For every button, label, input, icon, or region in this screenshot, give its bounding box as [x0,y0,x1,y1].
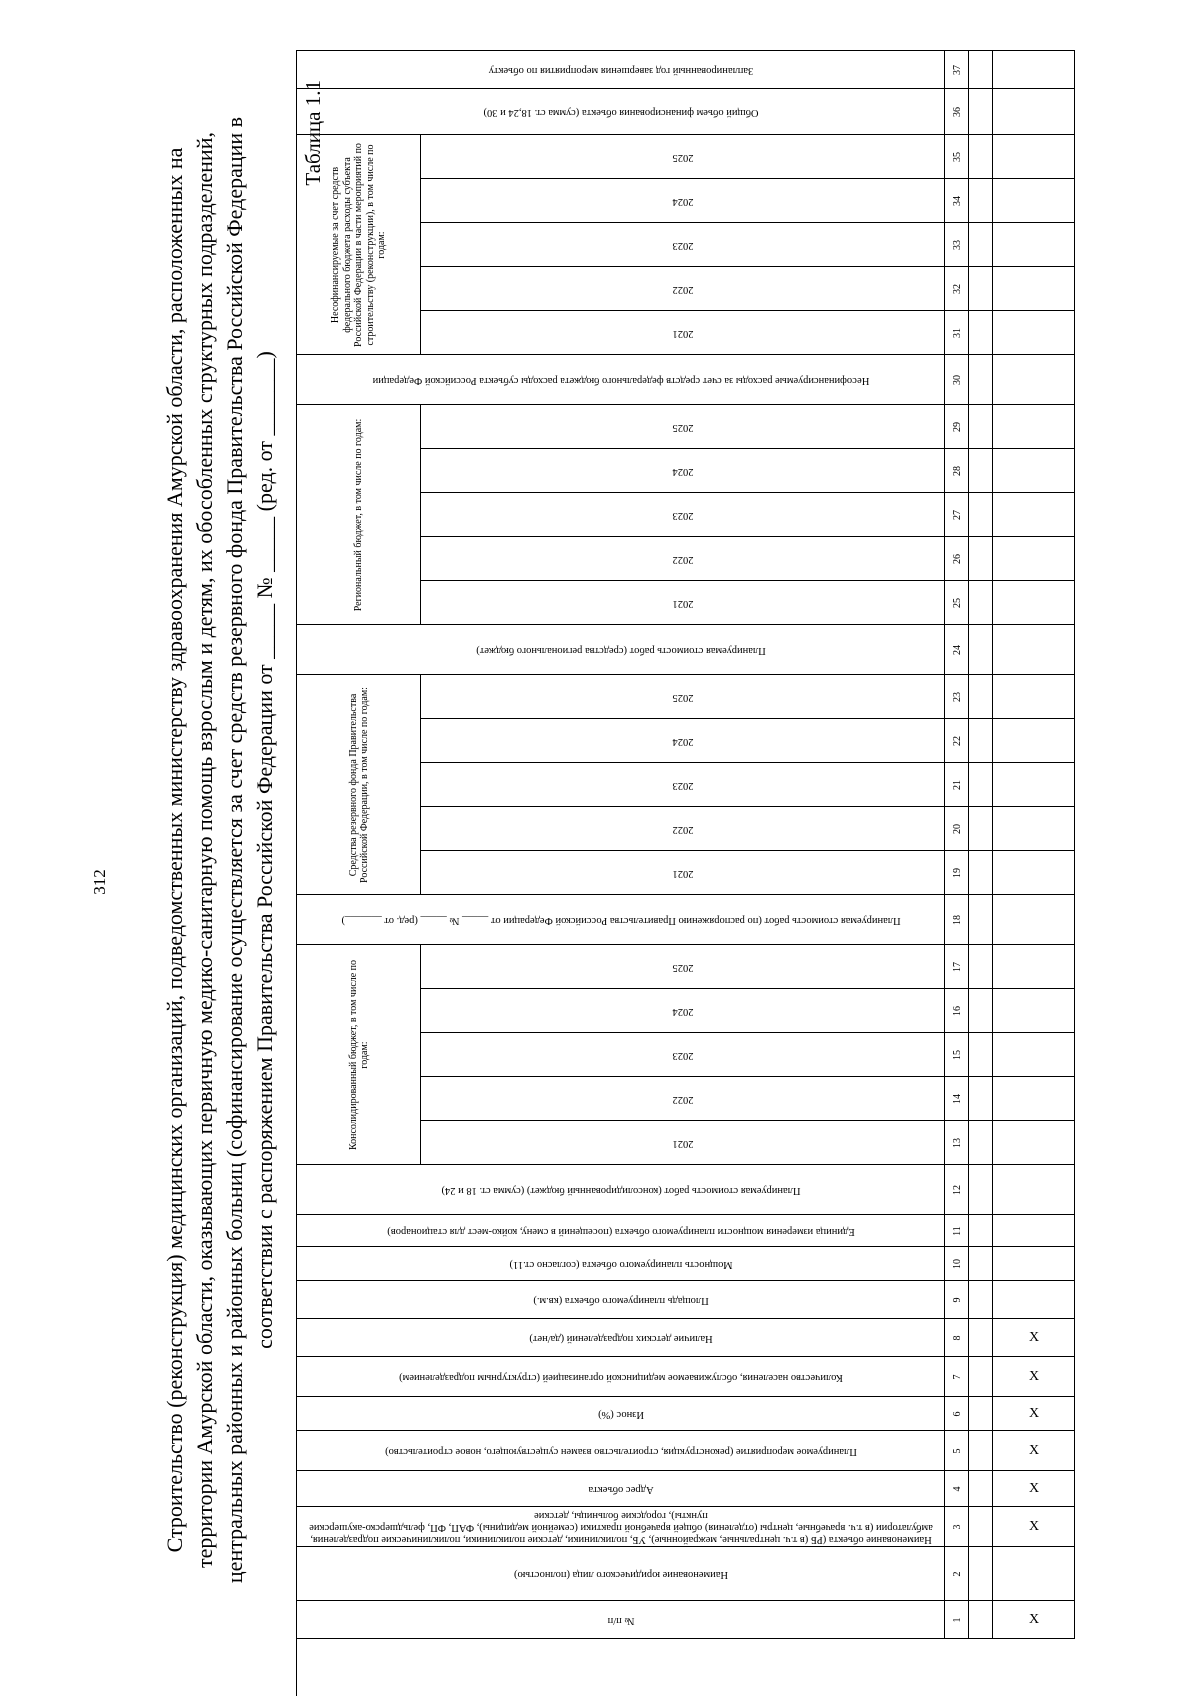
data-cell [969,1471,993,1507]
column-number-cell [945,89,969,135]
data-cell [993,851,1075,895]
data-cell [993,537,1075,581]
column-header-label: № п/п [607,1615,635,1627]
column-number-cell [945,719,969,763]
column-number: 2 [951,1571,963,1577]
data-cell [969,223,993,267]
year-label: 2022 [672,554,694,566]
table-column-1 [297,1601,1075,1639]
data-cell [993,1215,1075,1247]
column-header-label: Площадь планируемого объекта (кв.м.) [533,1295,709,1307]
column-number: 10 [951,1259,963,1269]
column-number-cell [945,135,969,179]
table-column-11 [297,1215,1075,1247]
table-column-24 [297,625,1075,675]
column-number-cell [945,537,969,581]
year-label: 2023 [672,510,694,522]
year-cell [421,807,945,851]
x-mark: Х [1028,1443,1040,1458]
x-mark: Х [1028,1406,1040,1421]
table-column-5 [297,1431,1075,1471]
column-number: 8 [951,1335,963,1341]
header-cell [297,1215,945,1247]
column-header-label: Планируемая стоимость работ (консолидированный бюджет) (сумма ст. 18 и 24) [441,1185,801,1197]
column-number-cell [945,807,969,851]
year-label: 2024 [672,196,694,208]
header-cell [297,1601,945,1639]
table-column-12 [297,1165,1075,1215]
column-number-cell [945,1357,969,1397]
column-header-label: Планируемое мероприятие (реконструкция, строительство взамен существующего, новое строительство) [385,1446,857,1458]
data-cell [993,311,1075,355]
column-number-cell [945,1247,969,1281]
year-label: 2021 [672,598,694,610]
year-cell [421,1121,945,1165]
column-header-label: Несофинансируемые расходы за счет средств федерального бюджета расходы субъекта Российской Федерации [372,375,870,387]
year-cell [421,267,945,311]
table-caption: Таблица 1.1 [301,80,325,186]
table-column-9 [297,1281,1075,1319]
column-header-label: Износ (%) [598,1409,644,1421]
data-cell [969,719,993,763]
year-label: 2025 [672,962,694,974]
column-number-cell [945,51,969,89]
column-number-cell [945,493,969,537]
data-cell [993,675,1075,719]
title-line-2: территории Амурской области, оказывающих первичную медико-санитарную помощь взрослым и детям, их обособленных структурных подразделений, [192,132,217,1568]
data-cell [993,1033,1075,1077]
data-cell [969,405,993,449]
column-number: 15 [951,1050,963,1060]
group-header-cell [297,135,421,355]
column-number: 12 [951,1185,963,1195]
data-cell [969,179,993,223]
data-cell [969,1247,993,1281]
data-cell [993,223,1075,267]
data-cell [993,355,1075,405]
year-cell [421,449,945,493]
year-label: 2022 [672,824,694,836]
column-number-cell [945,1397,969,1431]
data-cell [993,449,1075,493]
data-cell [969,51,993,89]
column-number: 5 [951,1448,963,1454]
report-table [296,50,1075,1696]
data-cell [993,1165,1075,1215]
data-cell [969,1077,993,1121]
x-mark: Х [1028,1330,1040,1345]
x-mark: Х [1028,1612,1040,1627]
data-cell [969,1165,993,1215]
data-cell [993,1319,1075,1357]
year-cell [421,537,945,581]
column-number: 22 [951,736,963,746]
table-column-7 [297,1357,1075,1397]
column-number: 30 [951,375,963,385]
header-cell [297,1281,945,1319]
column-number: 7 [951,1374,963,1380]
column-number: 19 [951,868,963,878]
data-cell [993,1547,1075,1601]
column-number: 35 [951,152,963,162]
x-mark: Х [1028,1519,1040,1534]
data-cell [993,581,1075,625]
table-column-30 [297,355,1075,405]
year-cell [421,135,945,179]
column-number-cell [945,989,969,1033]
column-number: 33 [951,240,963,250]
table-column-4 [297,1471,1075,1507]
column-header-label: Мощность планируемого объекта (согласно ст.11) [509,1259,733,1271]
header-cell [297,625,945,675]
column-number-cell [945,1471,969,1507]
data-cell [993,135,1075,179]
data-cell [969,1357,993,1397]
data-cell [993,1121,1075,1165]
data-cell [993,1601,1075,1639]
column-header-label: Наименование юридического лица (полностью) [513,1569,729,1581]
year-cell [421,945,945,989]
group-header-label: Средства резервного фонда Правительства Российской Федерации, в том числе по годам: [347,687,370,883]
data-cell [993,763,1075,807]
year-cell [421,719,945,763]
year-cell [421,1033,945,1077]
column-number: 34 [951,196,963,206]
header-cell [297,1397,945,1431]
column-number: 17 [951,962,963,972]
data-cell [993,807,1075,851]
table-column-3 [297,1507,1075,1547]
column-header-label: Наличие детских подразделений (да/нет) [529,1333,713,1345]
column-number: 23 [951,692,963,702]
data-cell [969,1033,993,1077]
column-number: 26 [951,554,963,564]
title-line-1: Строительство (реконструкция) медицинских организаций, подведомственных министерству здравоохранения Амурской области, расположенных на [162,147,187,1553]
year-cell [421,405,945,449]
table-column-2 [297,1547,1075,1601]
year-label: 2025 [672,152,694,164]
data-cell [969,851,993,895]
header-cell [297,1357,945,1397]
data-cell [993,895,1075,945]
year-cell [421,223,945,267]
data-cell [969,945,993,989]
year-cell [421,179,945,223]
column-number-cell [945,625,969,675]
data-cell [993,1281,1075,1319]
column-number-cell [945,311,969,355]
data-cell [969,1397,993,1431]
column-header-label: Запланированный год завершения мероприятия по объекту [488,65,754,77]
table-column-10 [297,1247,1075,1281]
data-cell [969,1547,993,1601]
column-number: 20 [951,824,963,834]
data-cell [993,179,1075,223]
column-number: 36 [951,107,963,117]
column-number-cell [945,267,969,311]
data-cell [993,1471,1075,1507]
table-column-37 [297,51,1075,89]
data-cell [969,537,993,581]
group-header-cell [297,675,421,895]
data-cell [969,267,993,311]
column-header-label: Планируемая стоимость работ (по распоряжению Правительства Российской Федерации от _____ № _____ (ред. от _______) [341,915,901,927]
data-cell [969,449,993,493]
data-cell [969,493,993,537]
data-cell [993,405,1075,449]
column-number: 32 [951,284,963,294]
table-column-36 [297,89,1075,135]
column-number: 16 [951,1006,963,1016]
column-number-cell [945,449,969,493]
data-cell [993,945,1075,989]
column-number-cell [945,1431,969,1471]
data-cell [993,989,1075,1033]
data-cell [969,763,993,807]
data-cell [969,355,993,405]
x-mark: Х [1028,1369,1040,1384]
column-number: 29 [951,422,963,432]
header-cell [297,1431,945,1471]
year-label: 2021 [672,328,694,340]
column-number-cell [945,945,969,989]
data-cell [993,267,1075,311]
data-cell [993,89,1075,135]
data-cell [969,1281,993,1319]
column-number-cell [945,405,969,449]
table-column-6 [297,1397,1075,1431]
group-header-label: Консолидированный бюджет, в том числе по годам: [347,959,370,1151]
year-cell [421,1077,945,1121]
column-number-cell [945,1319,969,1357]
column-number: 21 [951,780,963,790]
column-header-label: Единица измерения мощности планируемого объекта (посещений в смену, койко-мест для стационаров) [387,1226,855,1238]
column-header-label: Количество населения, обслуживаемое медицинской организацией (структурным подразделением) [399,1372,843,1384]
column-number-cell [945,1077,969,1121]
data-cell [993,1077,1075,1121]
year-cell [421,493,945,537]
column-number: 14 [951,1094,963,1104]
year-label: 2025 [672,692,694,704]
table-column-8 [297,1319,1075,1357]
group-header-cell [297,945,421,1165]
header-cell [297,1247,945,1281]
header-cell [297,895,945,945]
page-number: 312 [90,869,109,895]
header-cell [297,1507,945,1547]
data-cell [969,1431,993,1471]
data-cell [969,807,993,851]
data-cell [993,493,1075,537]
column-number: 11 [951,1226,963,1236]
column-number: 4 [951,1486,963,1492]
column-number-cell [945,1033,969,1077]
data-cell [969,1507,993,1547]
year-label: 2022 [672,284,694,296]
data-cell [993,625,1075,675]
column-number-cell [945,675,969,719]
data-cell [969,1601,993,1639]
year-cell [421,989,945,1033]
year-cell [421,675,945,719]
year-cell [421,581,945,625]
column-number: 28 [951,466,963,476]
header-cell [297,1547,945,1601]
column-number: 37 [951,65,963,75]
group-header-label: Региональный бюджет, в том числе по годам: [353,418,365,612]
column-number-cell [945,223,969,267]
header-cell [297,1165,945,1215]
column-number: 24 [951,645,963,655]
year-label: 2023 [672,1050,694,1062]
column-number: 18 [951,915,963,925]
column-number-cell [945,1601,969,1639]
header-cell [297,51,945,89]
data-cell [993,1431,1075,1471]
year-label: 2024 [672,736,694,748]
column-header-label: Планируемая стоимость работ (средства регионального бюджет) [476,645,766,657]
year-label: 2025 [672,422,694,434]
column-number-cell [945,895,969,945]
data-cell [993,1247,1075,1281]
year-label: 2024 [672,1006,694,1018]
column-number-cell [945,851,969,895]
title-line-4: соответствии с распоряжением Правительства Российской Федерации от _____ № _____ (ред. от _______) [252,351,277,1349]
year-cell [421,763,945,807]
column-number: 3 [951,1524,963,1530]
data-cell [993,719,1075,763]
column-number: 1 [951,1617,963,1623]
data-cell [969,1215,993,1247]
column-header-label: Наименование объекта (РБ (в т.ч. центральные, межрайонные), УБ, поликлиники, детские поликлиники, поликлинические подразделения, амбулатории (в т.ч. врачебные, центры (отделения) общей врачебной практики (семейной медицины), ФАП, ФП, фельдшерско-акушерские пункты), городские больницы, детские [309,1509,933,1546]
group-header-cell [297,405,421,625]
data-cell [993,1357,1075,1397]
data-cell [969,581,993,625]
column-header-label: Адрес объекта [588,1484,654,1496]
year-label: 2024 [672,466,694,478]
year-cell [421,851,945,895]
header-cell [297,1319,945,1357]
year-label: 2023 [672,240,694,252]
column-number-cell [945,1507,969,1547]
column-number: 27 [951,510,963,520]
column-number-cell [945,763,969,807]
column-number-cell [945,1165,969,1215]
data-cell [993,1397,1075,1431]
data-cell [993,1507,1075,1547]
group-header-label: Несофинансируемые за счет средств федерального бюджета расходы субъекта Российской Федерации в части мероприятий по строительству (реконструкции), в том числе по годам: [330,143,388,347]
column-number-cell [945,1215,969,1247]
column-header-label: Общий объем финансирования объекта (сумма ст. 18,24 и 30) [483,107,759,119]
column-number-cell [945,179,969,223]
data-cell [969,675,993,719]
column-number-cell [945,1547,969,1601]
data-cell [969,1121,993,1165]
header-cell [297,89,945,135]
data-cell [993,51,1075,89]
column-number: 31 [951,328,963,338]
column-number: 25 [951,598,963,608]
column-number-cell [945,1281,969,1319]
column-number: 9 [951,1297,963,1303]
data-cell [969,625,993,675]
data-cell [969,1319,993,1357]
year-cell [421,311,945,355]
data-cell [969,89,993,135]
column-number-cell [945,1121,969,1165]
column-number-cell [945,581,969,625]
header-cell [297,355,945,405]
column-number: 13 [951,1138,963,1148]
year-label: 2022 [672,1094,694,1106]
year-label: 2021 [672,868,694,880]
x-mark: Х [1028,1481,1040,1496]
year-label: 2023 [672,780,694,792]
title-line-3: центральных районных и районных больниц (софинансирование осуществляется за счет средств резервного фонда Правительства Российской Федерации в [222,116,247,1584]
year-label: 2021 [672,1138,694,1150]
data-cell [969,135,993,179]
header-cell [297,1471,945,1507]
data-cell [969,895,993,945]
table-column-18 [297,895,1075,945]
column-number-cell [945,355,969,405]
data-cell [969,311,993,355]
data-cell [969,989,993,1033]
column-number: 6 [951,1411,963,1417]
